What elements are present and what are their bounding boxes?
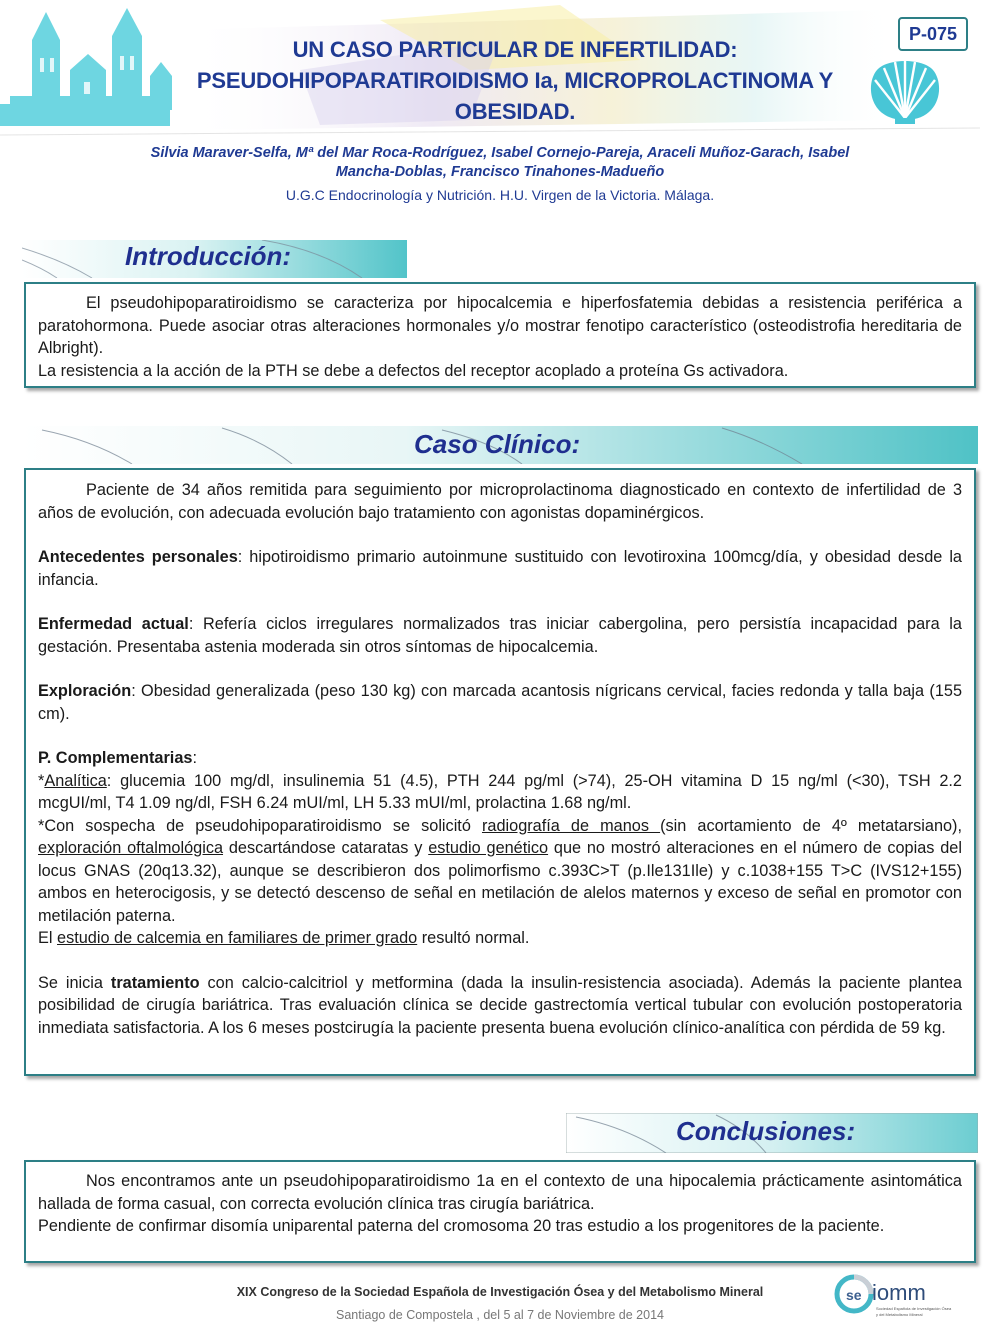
analitica-paragraph [38,770,962,815]
tratamiento-text-2: con calcio-calcitriol y metformina (dada la insulin-resistencia asociada). Además la paciente plantea posibilidad de cirugía bariátrica. Tras evaluación clínica se decide gastrectomía vertical tubular con evolución postoperatoria inmediata satisfactoria. A los 6 meses postcirugía la paciente presenta buena evolución clínico-analítica con pérdida de 59 kg. [38,973,962,1037]
antecedentes-text: : hipotiroidismo primario autoinmune sustituido con levotiroxina 100mcg/día, y obesidad desde la infancia. [38,548,962,589]
enfermedad-paragraph [38,613,962,658]
authors: Silvia Maraver-Selfa, Mª del Mar Roca-Rodríguez, Isabel Cornejo-Pareja, Araceli Muñoz-Garach, Isabel Mancha-Doblas, Francisco Tinahones-Madueño [150,145,850,180]
cathedral-icon [0,8,172,126]
seiomm-logo [832,1272,962,1322]
conclusiones-box [24,1160,976,1263]
analitica-prefix: * [38,771,45,790]
svg-text:Sociedad Española de Investiga: Sociedad Española de Investigación Ósea [876,1306,952,1311]
poster-id-badge: P-075 [898,17,968,51]
exploracion-paragraph [38,680,962,725]
congress-name: XIX Congreso de la Sociedad Española de Investigación Ósea y del Metabolismo Mineral [236,1285,764,1299]
radiografia-link-text: radiografía de manos [481,816,661,835]
intro-paragraph-2: La resistencia a la acción de la PTH se debe a defectos del receptor acoplado a proteína Gs activadora. [38,361,789,380]
antecedentes-label: Antecedentes personales [38,548,238,566]
sospecha-text-2: (sin acortamiento de 4º metatarsiano), [660,816,962,835]
svg-text:se: se [846,1287,862,1303]
sospecha-text-3: descartándose cataratas y [223,839,429,857]
exploracion-text: : Obesidad generalizada (peso 130 kg) con marcada acantosis nígricans cervical, facies redonda y talla baja (155 cm). [38,682,962,723]
antecedentes-paragraph [38,546,962,591]
svg-text:y del Metabolismo Mineral: y del Metabolismo Mineral [876,1312,923,1317]
familiares-paragraph [38,927,962,950]
familiares-text-2: resultó normal. [417,929,530,947]
poster-title: UN CASO PARTICULAR DE INFERTILIDAD: PSEUDOHIPOPARATIROIDISMO Ia, MICROPROLACTINOMA Y OBESIDAD. [196,37,834,124]
intro-heading: Introducción: [125,241,292,271]
svg-text:iomm: iomm [872,1280,926,1305]
conclusiones-heading: Conclusiones: [676,1116,856,1146]
enfermedad-text: : Refería ciclos irregulares normalizados tras iniciar cabergolina, pero persistía incapacidad para la gestación. Presentaba astenia moderada sin otros síntomas de hipocalcemia. [38,615,962,656]
congress-place-date: Santiago de Compostela , del 5 al 7 de Noviembre de 2014 [336,1308,664,1322]
sospecha-paragraph [38,815,962,928]
analitica-label: Analítica [44,771,107,790]
tratamiento-text-1: Se inicia [38,973,111,992]
caso-box [24,468,976,1076]
intro-box [24,282,976,388]
conclusiones-paragraph-2: Pendiente de confirmar disomía uniparental paterna del cromosoma 20 tras estudio a los progenitores de la paciente. [38,1217,885,1235]
complementarias-colon: : [192,749,197,767]
caso-paragraph-intro: Paciente de 34 años remitida para seguimiento por microprolactinoma diagnosticado en contexto de infertilidad de 3 años de evolución, con adecuada evolución bajo tratamiento con agonistas dopaminérgicos. [38,481,962,522]
sospecha-text-4: que no mostró alteraciones en el número de copias del locus GNAS (20q13.32), aunque se describieron dos polimorfismo c.393C>T (p.Ile131Ile) y c.1038+155 T>C (IVS12+155) ambos en heterocigosis, y se detectó descenso de señal en metilación de alelos maternos y exceso de señal en promotor con metilación paterna. [38,839,962,925]
tratamiento-paragraph [38,972,962,1040]
intro-paragraph-1: El pseudohipoparatiroidismo se caracteriza por hipocalcemia e hiperfosfatemia debidas a resistencia periférica a paratohormona. Puede asociar otras alteraciones hormonales y/o mostrar fenotipo característico (osteodistrofia hereditaria de Albright). [38,294,962,357]
sospecha-text-1: *Con sospecha de pseudohipoparatiroidismo se solicitó [38,816,482,835]
familiares-text-1: El [38,929,58,947]
affiliation: U.G.C Endocrinología y Nutrición. H.U. Virgen de la Victoria. Málaga. [285,187,715,203]
complementarias-label: P. Complementarias [38,749,193,767]
caso-heading: Caso Clínico: [414,429,581,459]
tratamiento-label: tratamiento [110,973,200,992]
oftalmologica-link-text: exploración oftalmológica [38,839,224,857]
analitica-text: : glucemia 100 mg/dl, insulinemia 51 (4.5), PTH 244 pg/ml (>74), 25-OH vitamina D 15 ng/ml (<30), TSH 2.2 mcgUI/ml, T4 1.09 ng/dl, FSH 6.24 mUI/ml, LH 5.33 mUI/ml, prolactina 1.68 ng/ml. [38,771,962,812]
enfermedad-label: Enfermedad actual [38,615,189,633]
exploracion-label: Exploración [38,682,132,700]
familiares-underlined: estudio de calcemia en familiares de primer grado [57,929,418,947]
complementarias-heading [38,747,962,770]
estudio-genetico-link-text: estudio genético [428,839,549,857]
conclusiones-paragraph-1: Nos encontramos ante un pseudohipoparatiroidismo 1a en el contexto de una hipocalemia prácticamente asintomática hallada de forma casual, con correcta evolución clínica tras cirugía bariátrica. [38,1172,962,1213]
